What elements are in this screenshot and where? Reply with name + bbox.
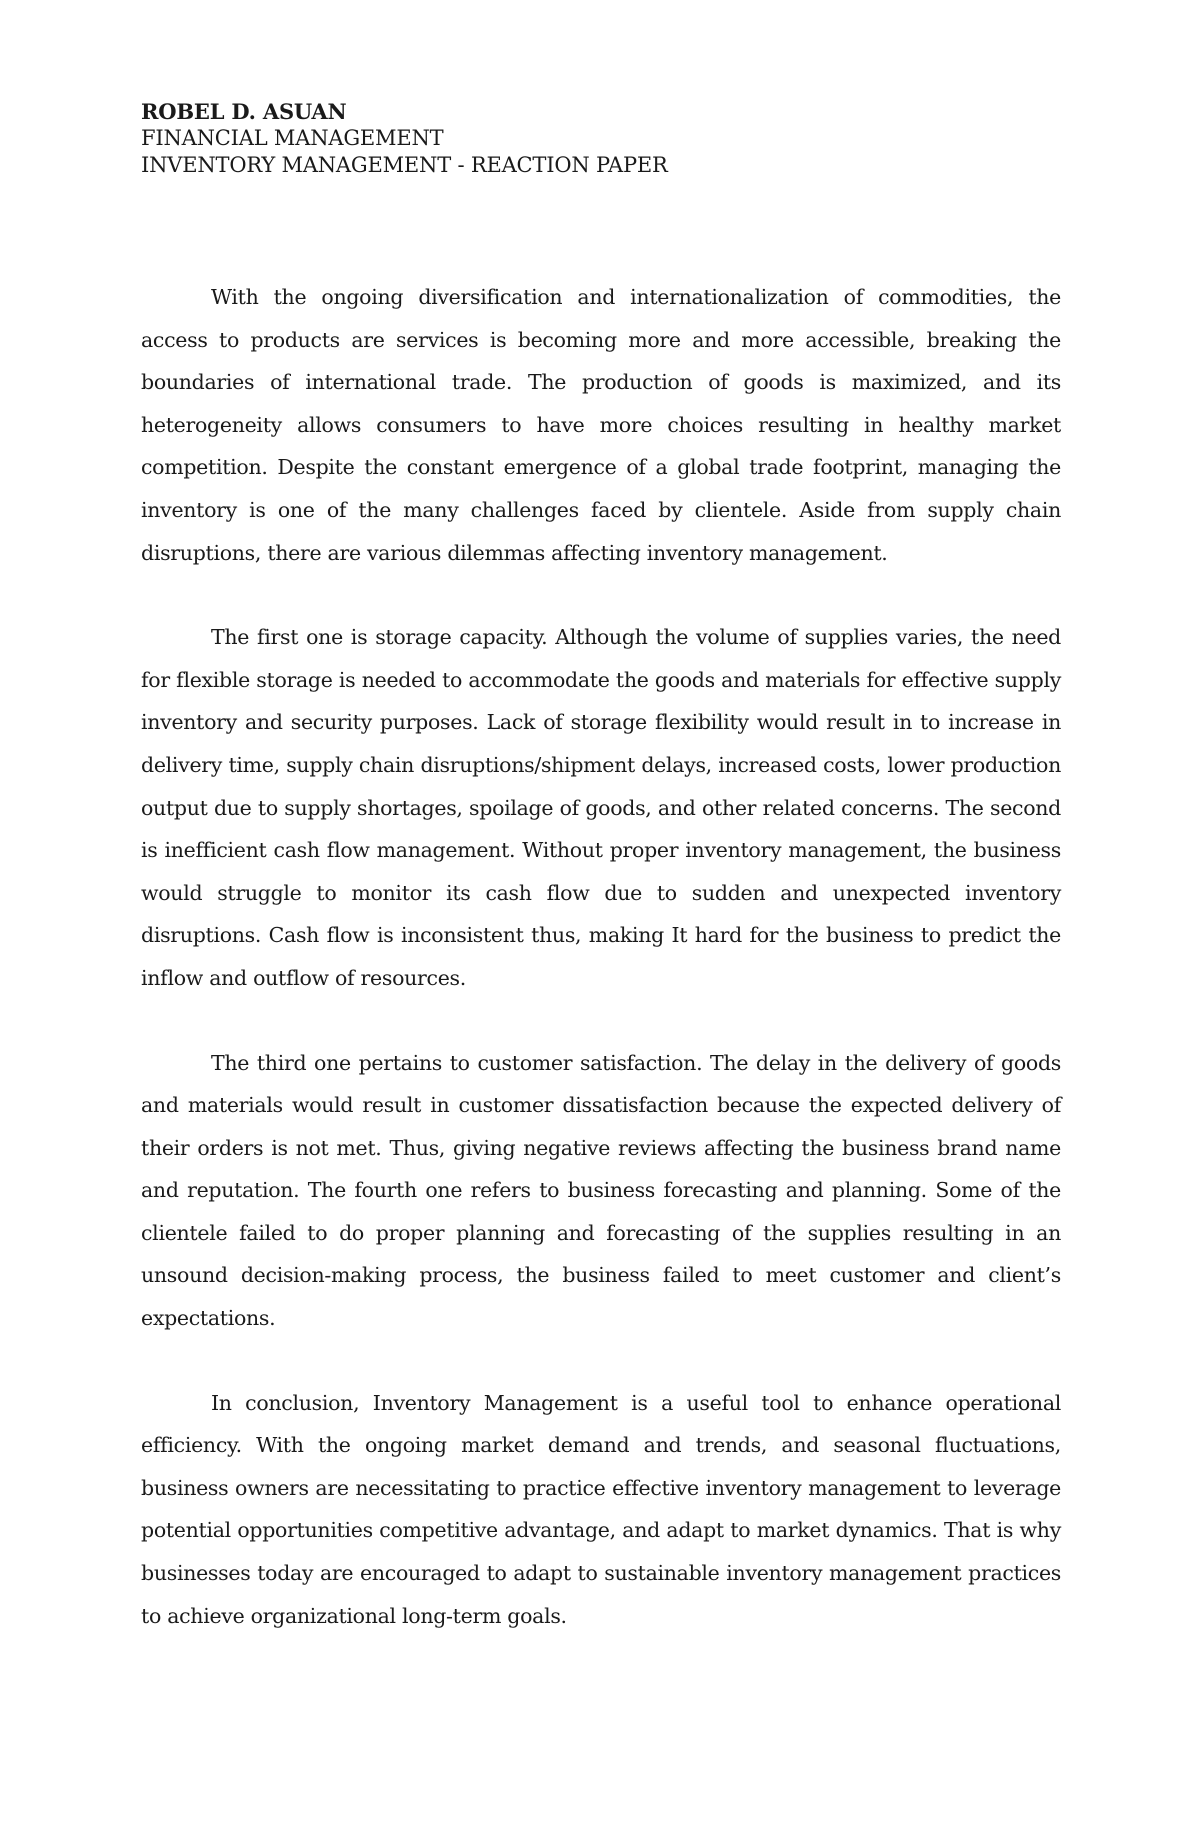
document-header [141,98,1061,179]
paragraph-customer-satisfaction: The third one pertains to customer satisfaction. The delay in the delivery of goods and materials would result in customer dissatisfaction because the expected delivery of their orders is not met. Thus, giving negative reviews affecting the business brand name and reputation. The fourth one refers to business forecasting and planning. Some of the clientele failed to do proper planning and forecasting of the supplies resulting in an unsound decision-making process, the business failed to meet customer and client’s expectations. [141,1050,1061,1331]
paragraph-introduction: With the ongoing diversification and internationalization of commodities, the access to products are services is becoming more and more accessible, breaking the boundaries of international trade. The production of goods is maximized, and its heterogeneity allows consumers to have more choices resulting in healthy market competition. Despite the constant emergence of a global trade footprint, managing the inventory is one of the many challenges faced by clientele. Aside from supply chain disruptions, there are various dilemmas affecting inventory management. [141,285,1061,565]
paragraph-storage-and-cash-flow: The first one is storage capacity. Although the volume of supplies varies, the need for flexible storage is needed to accommodate the goods and materials for effective supply inventory and security purposes. Lack of storage flexibility would result in to increase in delivery time, supply chain disruptions/shipment delays, increased costs, lower production output due to supply shortages, spoilage of goods, and other related concerns. The second is inefficient cash flow management. Without proper inventory management, the business would struggle to monitor its cash flow due to sudden and unexpected inventory disruptions. Cash flow is inconsistent thus, making It hard for the business to predict the inflow and outflow of resources. [141,625,1061,990]
course-name: FINANCIAL MANAGEMENT [141,126,444,150]
author-name: ROBEL D. ASUAN [141,99,347,124]
document-body [141,276,1061,1679]
paragraph-conclusion: In conclusion, Inventory Management is a useful tool to enhance operational efficiency. With the ongoing market demand and trends, and seasonal fluctuations, business owners are necessitating to practice effective inventory management to leverage potential opportunities competitive advantage, and adapt to market dynamics. That is why businesses today are encouraged to adapt to sustainable inventory management practices to achieve organizational long-term goals. [141,1390,1061,1628]
paper-title: INVENTORY MANAGEMENT - REACTION PAPER [141,153,668,177]
